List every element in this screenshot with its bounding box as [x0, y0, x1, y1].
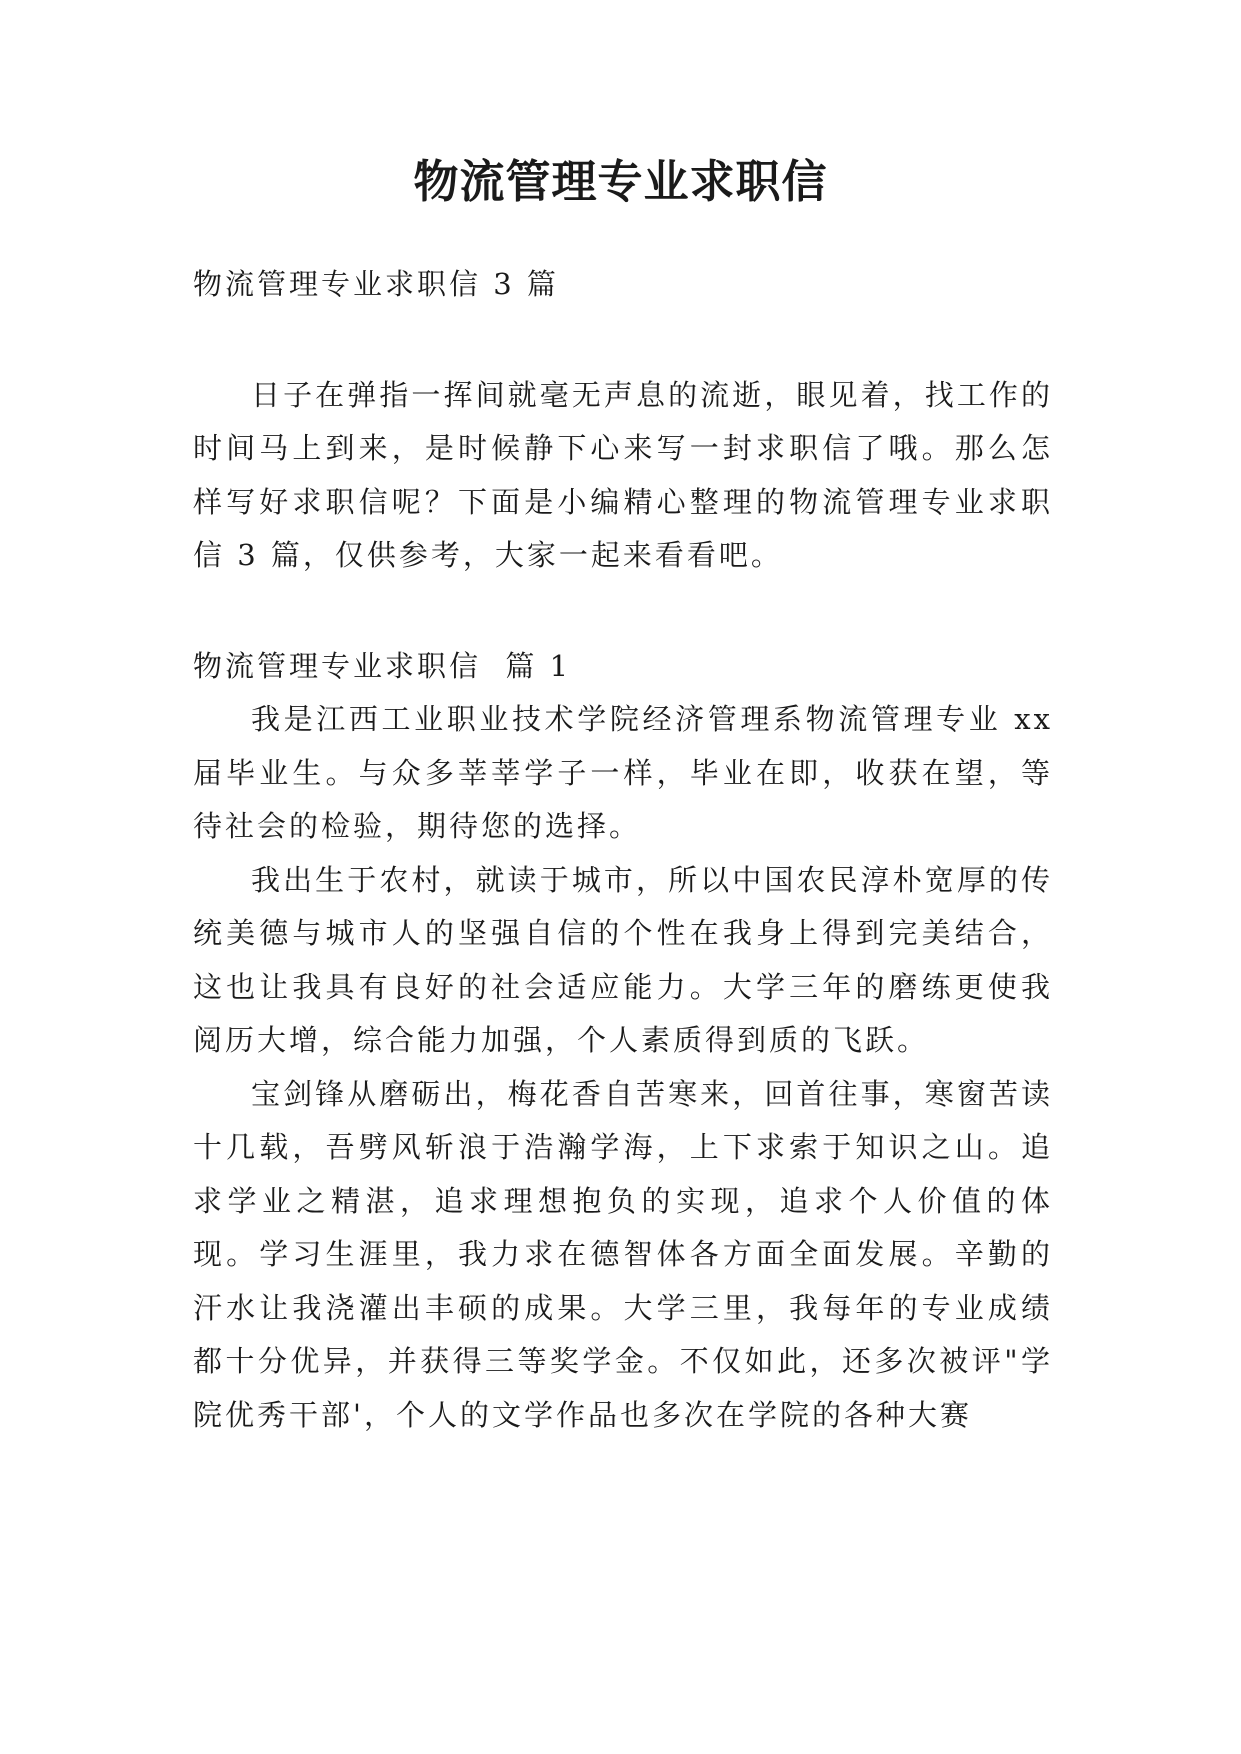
intro-paragraph: 日子在弹指一挥间就毫无声息的流逝，眼见着，找工作的时间马上到来，是时候静下心来写一封求职信了哦。那么怎样写好求职信呢？下面是小编精心整理的物流管理专业求职信 3 篇，仅供参考，大家一起来看看吧。 [193, 377, 1053, 572]
section-heading: 物流管理专业求职信 篇 1 [193, 648, 572, 683]
spacer [193, 583, 1053, 640]
body-paragraph-2: 我出生于农村，就读于城市，所以中国农民淳朴宽厚的传统美德与城市人的坚强自信的个性在我身上得到完美结合，这也让我具有良好的社会适应能力。大学三年的磨练更使我阅历大增，综合能力加强，个人素质得到质的飞跃。 [193, 862, 1053, 1057]
spacer [193, 312, 1053, 369]
document-title: 物流管理专业求职信 [413, 155, 828, 208]
document-body [193, 258, 1053, 1442]
document-subtitle: 物流管理专业求职信 3 篇 [193, 267, 559, 301]
body-paragraph-3: 宝剑锋从磨砺出，梅花香自苦寒来，回首往事，寒窗苦读十几载，吾劈风斩浪于浩瀚学海，上下求索于知识之山。追求学业之精湛，追求理想抱负的实现，追求个人价值的体现。学习生涯里，我力求在德智体各方面全面发展。辛勤的汗水让我浇灌出丰硕的成果。大学三里，我每年的专业成绩都十分优异，并获得三等奖学金。不仅如此，还多次被评"学院优秀干部'，个人的文学作品也多次在学院的各种大赛 [193, 1076, 1053, 1432]
body-paragraph-1: 我是江西工业职业技术学院经济管理系物流管理专业 xx 届毕业生。与众多莘莘学子一样，毕业在即，收获在望，等待社会的检验，期待您的选择。 [193, 702, 1053, 843]
